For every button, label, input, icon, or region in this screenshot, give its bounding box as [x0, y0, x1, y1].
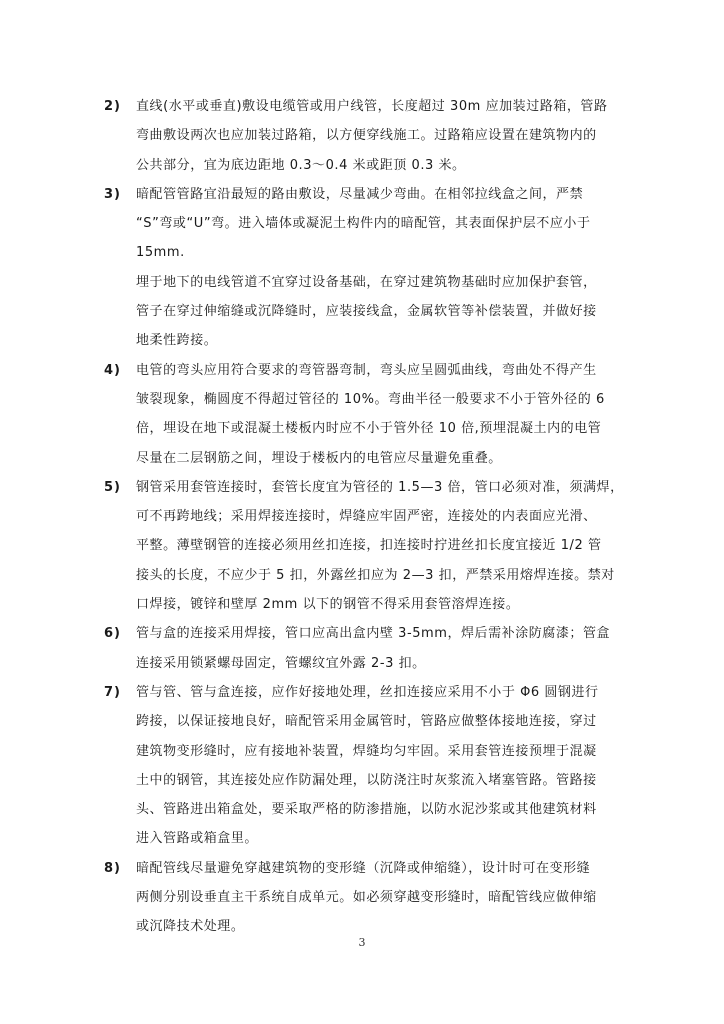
text-line: 跨接，以保证接地良好，暗配管采用金属管时，管路应做整体接地连接，穿过 — [136, 714, 597, 730]
list-item-number: 7) — [104, 684, 121, 700]
list-item-row — [104, 619, 624, 678]
numbered-list — [104, 92, 624, 942]
list-item-number: 8) — [104, 860, 121, 876]
page-number: 3 — [358, 936, 366, 949]
text-line: 或沉降技术处理。 — [136, 919, 245, 935]
text-line: 弯曲敷设两次也应加装过路箱，以方便穿线施工。过路箱应设置在建筑物内的 — [136, 128, 597, 144]
text-line: 公共部分，宜为底边距地 0.3～0.4 米或距顶 0.3 米。 — [136, 157, 466, 173]
list-item-text — [136, 619, 624, 678]
list-item-row — [104, 473, 624, 619]
list-item-text — [136, 180, 624, 268]
list-item-number: 3) — [104, 186, 121, 202]
text-line: 接头的长度，不应少于 5 扣，外露丝扣应为 2—3 扣，严禁采用熔焊连接。禁对 — [136, 567, 615, 583]
text-line: 暗配管线尽量避免穿越建筑物的变形缝（沉降或伸缩缝），设计时可在变形缝 — [136, 860, 591, 876]
list-item-row — [104, 92, 624, 180]
list-item-text — [136, 356, 624, 473]
list-item-row — [104, 678, 624, 854]
list-item-row — [104, 854, 624, 942]
sub-paragraph — [136, 268, 620, 356]
text-line: 尽量在二层钢筋之间，埋设于楼板内的电管应尽量避免重叠。 — [136, 450, 502, 466]
list-item — [104, 356, 624, 473]
list-item — [104, 473, 624, 619]
text-line: 电管的弯头应用符合要求的弯管器弯制，弯头应呈圆弧曲线，弯曲处不得产生 — [136, 362, 597, 378]
text-line: 地柔性跨接。 — [136, 333, 218, 349]
list-item-number: 5) — [104, 479, 121, 495]
text-line: 埋于地下的电线管道不宜穿过设备基础，在穿过建筑物基础时应加保护套管， — [136, 274, 597, 290]
list-item — [104, 854, 624, 942]
text-line: 管子在穿过伸缩缝或沉降缝时，应装接线盒，金属软管等补偿装置，并做好接 — [136, 304, 597, 320]
list-item-text — [136, 678, 624, 854]
list-item-text — [136, 854, 624, 942]
text-line: 皱裂现象，椭圆度不得超过管径的 10%。弯曲半径一般要求不小于管外径的 6 — [136, 391, 605, 407]
text-line: 钢管采用套管连接时，套管长度宜为管径的 1.5—3 倍，管口必须对准，须满焊， — [136, 479, 624, 495]
list-item-text — [136, 473, 624, 619]
list-item-number: 6) — [104, 626, 121, 642]
list-item-number: 2) — [104, 99, 121, 114]
list-item — [104, 619, 624, 678]
text-line: 管与管、管与盒连接，应作好接地处理，丝扣连接应采用不小于 Φ6 圆钢进行 — [136, 684, 599, 700]
text-line: 头、管路进出箱盒处，要采取严格的防渗措施，以防水泥沙浆或其他建筑材料 — [136, 802, 597, 818]
text-line: 进入管路或箱盒里。 — [136, 831, 258, 847]
text-line: “S”弯或“U”弯。进入墙体或凝泥土构件内的暗配管，其表面保护层不应小于 — [136, 216, 591, 232]
text-line: 15mm. — [136, 245, 185, 261]
list-item — [104, 678, 624, 854]
list-item — [104, 180, 624, 356]
list-item — [104, 92, 624, 180]
list-item-row — [104, 180, 624, 268]
text-line: 管与盒的连接采用焊接，管口应高出盒内壁 3-5mm，焊后需补涂防腐漆；管盒 — [136, 626, 611, 642]
text-line: 平整。薄壁钢管的连接必须用丝扣连接，扣连接时拧进丝扣长度宜接近 1/2 管 — [136, 538, 602, 554]
list-item-number: 4) — [104, 362, 121, 378]
text-line: 暗配管管路宜沿最短的路由敷设，尽量减少弯曲。在相邻拉线盒之间，严禁 — [136, 186, 584, 202]
text-line: 建筑物变形缝时，应有接地补装置，焊缝均匀牢固。采用套管连接预埋于混凝 — [136, 743, 597, 759]
text-line: 连接采用锁紧螺母固定，管螺纹宜外露 2-3 扣。 — [136, 655, 426, 671]
text-line: 口焊接，镀锌和壁厚 2mm 以下的钢管不得采用套管溶焊连接。 — [136, 597, 520, 613]
text-line: 土中的钢管，其连接处应作防漏处理，以防浇注时灰浆流入堵塞管路。管路接 — [136, 772, 597, 788]
text-line: 两侧分别设垂直主干系统自成单元。如必须穿越变形缝时，暗配管线应做伸缩 — [136, 890, 597, 906]
list-item-text — [136, 92, 624, 180]
list-item-row — [104, 356, 624, 473]
text-line: 倍，埋设在地下或混凝土楼板内时应不小于管外径 10 倍,预埋混凝土内的电管 — [136, 421, 602, 437]
text-line: 可不再跨地线；采用焊接连接时，焊缝应牢固严密，连接处的内表面应光滑、 — [136, 509, 597, 525]
text-line: 直线(水平或垂直)敷设电缆管或用户线管，长度超过 30m 应加装过路箱，管路 — [136, 99, 608, 114]
